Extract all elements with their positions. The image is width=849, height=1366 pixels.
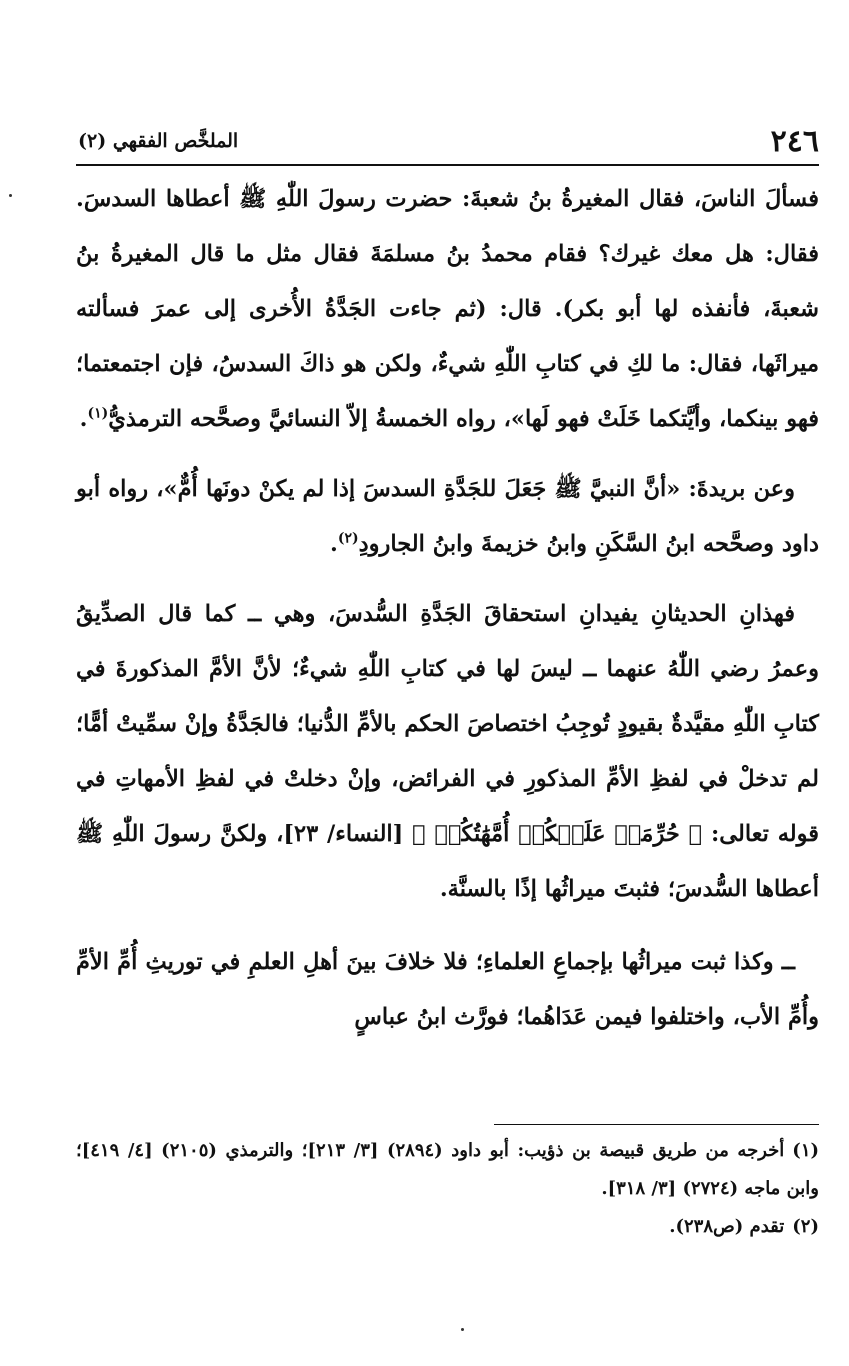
footnote-rule [494,1124,819,1125]
footnote-1 [76,1132,819,1208]
scan-speck [461,1328,464,1331]
paragraph-text: ــ وكذا ثبت ميراثُها بإجماعِ العلماءِ؛ فلا خلافَ بينَ أهلِ العلمِ في توريثِ أُمِّ الأمِّ وأُمِّ الأب، واختلفوا فيمن عَدَاهُما؛ فورَّث ابنُ عباسٍ [76,949,819,1030]
footnote-text: أخرجه من طريق قبيصة بن ذؤيب: أبو داود (٢٨٩٤) [٣/ ٢١٣]؛ والترمذي (٢١٠٥) [٤/ ٤١٩]؛ وابن ماجه (٢٧٢٤) [٣/ ٣١٨]. [76,1140,819,1199]
page-number: ٢٤٦ [770,123,819,159]
page-header [78,118,819,164]
scan-speck [9,194,12,197]
paragraph-text: فسألَ الناسَ، فقال المغيرةُ بنُ شعبةَ: حضرت رسولَ اللّٰهِ ﷺ أعطاها السدسَ. فقال: هل معك غيرك؟ فقام محمدُ بنُ مسلمَةَ فقال مثل ما قال المغيرةُ بنُ شعبةَ، فأنفذه لها أبو بكر). قال: (ثم جاءت الجَدَّةُ الأُخرى إلى عمرَ فسألته ميراثَها، فقال: ما لكِ في كتابِ اللّٰهِ شيءٌ، ولكن هو ذاكَ السدسُ، فإن اجتمعتما؛ فهو بينكما، وأيَّتكما خَلَتْ فهو لَها»، رواه الخمسةُ إلاّ النسائيَّ وصحَّحه الترمذيُّ [76,186,819,432]
footnote-number: (١) [792,1140,820,1161]
period: . [330,531,338,557]
period: . [79,406,88,432]
paragraph-consensus [76,935,819,1045]
footnote-marker: (١) [87,405,109,422]
header-rule [76,164,819,166]
paragraph-hadith-mughirah [76,172,819,447]
paragraph-explanation [76,587,819,917]
footnote-text: تقدم (ص٢٣٨). [669,1216,785,1237]
footnote-2 [76,1208,819,1246]
footnote-number: (٢) [792,1216,819,1237]
paragraph-text: فهذانِ الحديثانِ يفيدانِ استحقاقَ الجَدَّةِ السُّدسَ، وهي ــ كما قال الصدِّيقُ وعمرُ رضي اللّٰهُ عنهما ــ ليسَ لها في كتابِ اللّٰهِ شيءٌ؛ لأنَّ الأمَّ المذكورةَ في كتابِ اللّٰهِ مقيَّدةٌ بقيودٍ تُوجِبُ اختصاصَ الحكم بالأمِّ الدُّنيا؛ فالجَدَّةُ وإنْ سمِّيتْ أمًّا؛ لم تدخلْ في لفظِ الأمِّ المذكورِ في الفرائض، وإنْ دخلتْ في لفظِ الأمهاتِ في قوله تعالى: ﴿ حُرِّمَتۡ عَلَيۡكُمۡ أُمَّهَٰتُكُمۡ ﴾ [النساء/ ٢٣]، ولكنَّ رسولَ اللّٰهِ ﷺ أعطاها السُّدسَ؛ فثبتَ ميراثُها إذًا بالسنَّة. [76,601,819,902]
footnote-marker: (٢) [337,530,359,547]
footnotes [76,1132,819,1246]
paragraph-text: وعن بريدةَ: «أنَّ النبيَّ ﷺ جَعَلَ للجَدَّةِ السدسَ إذا لم يكنْ دونَها أُمٌّ»، رواه أبو داود وصحَّحه ابنُ السَّكَنِ وابنُ خزيمةَ وابنُ الجارودِ [76,476,819,557]
paragraph-hadith-buraydah [76,462,819,572]
running-title: الملخَّص الفقهي (٢) [78,130,239,152]
main-text [76,172,819,1045]
